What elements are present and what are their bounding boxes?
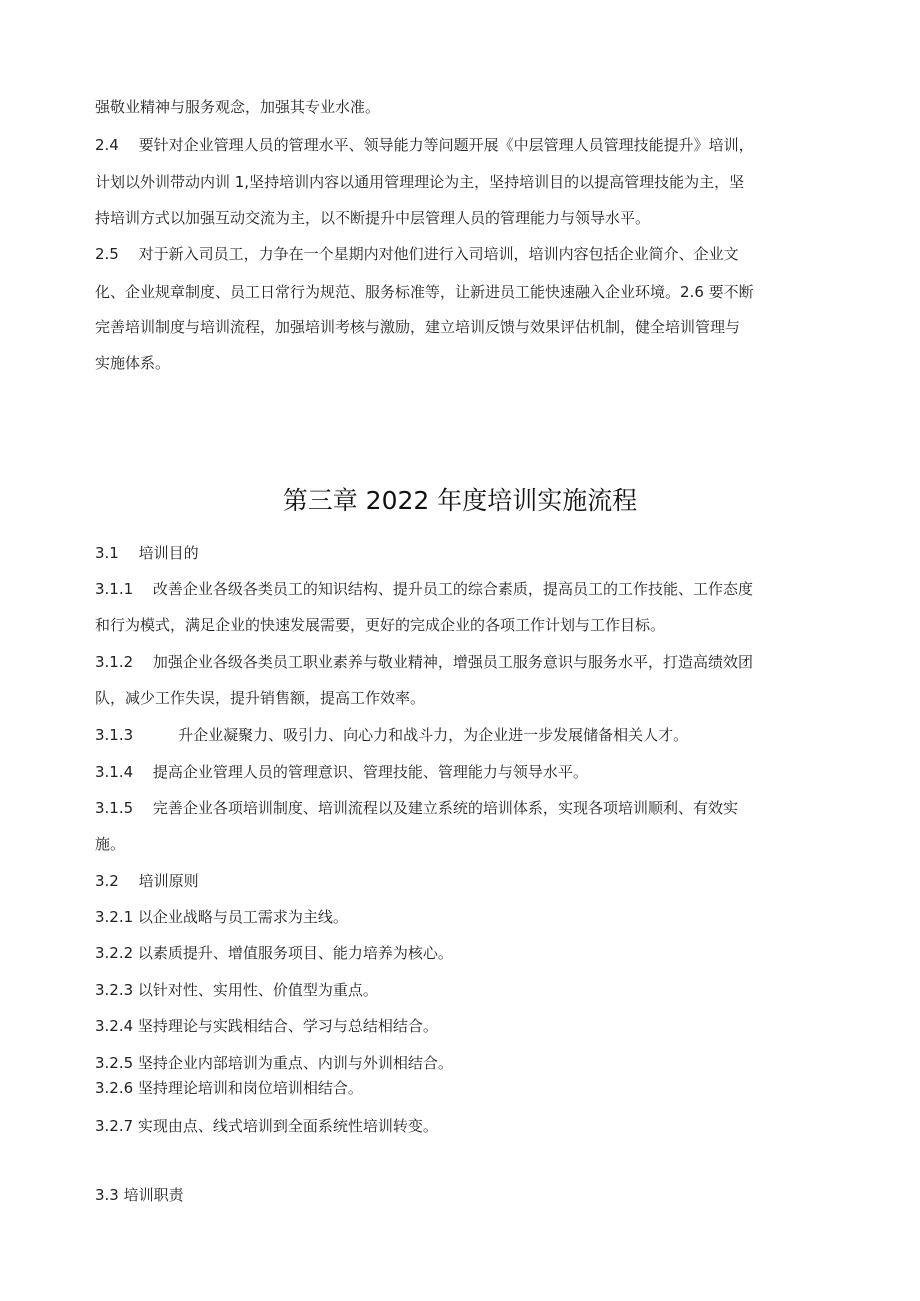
paragraph-line: 3.1.1 改善企业各级各类员工的知识结构、提升员工的综合素质，提高员工的工作技能、工作态度 <box>95 580 753 598</box>
paragraph-line: 2.4 要针对企业管理人员的管理水平、领导能力等问题开展《中层管理人员管理技能提升》培训， <box>95 136 754 154</box>
paragraph-line: 3.1.5 完善企业各项培训制度、培训流程以及建立系统的培训体系，实现各项培训顺利、有效实 <box>95 799 738 817</box>
paragraph-line: 2.5 对于新入司员工，力争在一个星期内对他们进行入司培训，培训内容包括企业简介、企业文 <box>95 245 739 263</box>
section-heading: 3.1 培训目的 <box>95 544 199 562</box>
paragraph-line: 队，减少工作失误，提升销售额，提高工作效率。 <box>95 689 426 707</box>
paragraph-line: 实施体系。 <box>95 354 171 372</box>
paragraph-line: 持培训方式以加强互动交流为主，以不断提升中层管理人员的管理能力与领导水平。 <box>95 209 651 227</box>
section-heading: 3.2 培训原则 <box>95 872 199 890</box>
list-item: 3.2.2 以素质提升、增值服务项目、能力培养为核心。 <box>95 944 453 962</box>
list-item: 3.2.1 以企业战略与员工需求为主线。 <box>95 908 348 926</box>
chapter-title: 第三章 2022 年度培训实施流程 <box>282 486 638 515</box>
paragraph-line: 化、企业规章制度、员工日常行为规范、服务标准等，让新进员工能快速融入企业环境。2.6 要不断 <box>95 283 754 301</box>
paragraph-line: 施。 <box>95 835 126 853</box>
list-item: 3.2.7 实现由点、线式培训到全面系统性培训转变。 <box>95 1117 438 1135</box>
paragraph-line: 3.1.3 升企业凝聚力、吸引力、向心力和战斗力，为企业进一步发展储备相关人才。 <box>95 726 689 744</box>
paragraph-line: 强敬业精神与服务观念，加强其专业水准。 <box>95 98 381 116</box>
paragraph-line: 3.1.2 加强企业各级各类员工职业素养与敬业精神，增强员工服务意识与服务水平，打造高绩效团 <box>95 653 753 671</box>
paragraph-line: 完善培训制度与培训流程，加强培训考核与激励，建立培训反馈与效果评估机制，健全培训管理与 <box>95 318 741 336</box>
list-item: 3.2.3 以针对性、实用性、价值型为重点。 <box>95 981 378 999</box>
paragraph-line: 3.1.4 提高企业管理人员的管理意识、管理技能、管理能力与领导水平。 <box>95 763 588 781</box>
list-item: 3.2.4 坚持理论与实践相结合、学习与总结相结合。 <box>95 1017 438 1035</box>
paragraph-line: 计划以外训带动内训 1,坚持培训内容以通用管理理论为主，坚持培训目的以提高管理技能为主，坚 <box>95 173 745 191</box>
list-item: 3.2.6 坚持理论培训和岗位培训相结合。 <box>95 1079 363 1097</box>
section-heading: 3.3 培训职责 <box>95 1186 184 1204</box>
paragraph-line: 和行为模式，满足企业的快速发展需要，更好的完成企业的各项工作计划与工作目标。 <box>95 616 666 634</box>
list-item: 3.2.5 坚持企业内部培训为重点、内训与外训相结合。 <box>95 1054 453 1072</box>
